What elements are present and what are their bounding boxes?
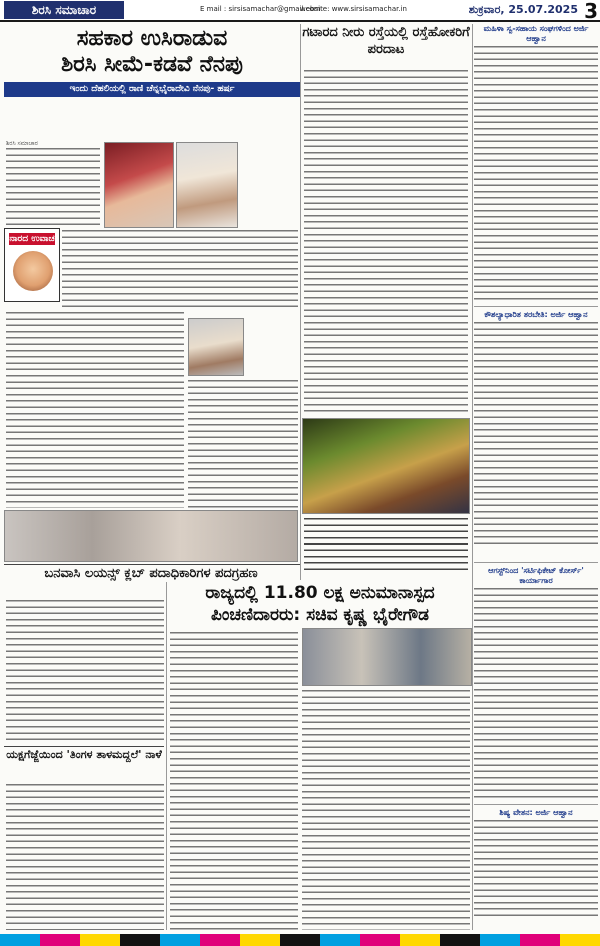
sidebar-headline-2: ಕೌಶಲ್ಯಾಧಾರಿತ ತರಬೇತಿ: ಅರ್ಜಿ ಆಹ್ವಾನ [484,310,588,319]
sidebar-body-1 [474,46,598,302]
lead-headline-line2: ಶಿರಸಿ ಸೀಮೆ-ಕಡವೆ ನೆನಪು [61,52,243,77]
sidebar-rule-2 [474,562,598,563]
sidebar-headline-4: ಶಿಷ್ಯ ವೇತನ: ಅರ್ಜಿ ಆಹ್ವಾನ [499,808,573,817]
lead-subheadline: ಇಂದು ದೆಹಲಿಯಲ್ಲಿ ರಾಣಿ ಚೆನ್ನಭೈರಾದೇವಿ ನೆನಪು- ಹರ್ಷ [4,82,300,97]
pension-headline: ರಾಜ್ಯದಲ್ಲಿ 11.80 ಲಕ್ಷ ಅನುಮಾನಾಸ್ಪದ ಪಿಂಚಣಿದಾರರು: ಸಚಿವ ಕೃಷ್ಣ ಭೈರೇಗೌಡ [205,583,435,625]
paper-website: website: www.sirsisamachar.in [300,5,407,13]
paper-email: E mail : sirsisamachar@gmail.com [200,5,321,13]
page-number: 3 [584,0,598,23]
divider-main-right [300,24,301,580]
lions-club-body [6,600,164,744]
sidebar-rule-3 [474,804,598,805]
minister-meeting-photo [302,628,472,686]
divider-yaksha [4,746,164,747]
sidebar-headline-3: ಆಗಸ್ಟ್‌ನಿಂದ 'ಸರ್ಟಿಫಿಕೇಟ್ ಕೋರ್ಸ್' ಕಾರ್ಯಾಗಾರ [488,566,584,585]
right-top-headline: ಗಟಾರದ ನೀರು ರಸ್ತೆಯಲ್ಲಿ ರಸ್ತೆಹೋಕರಿಗೆ ಪರದಾಟ [302,25,470,57]
portrait-photo-woman [104,142,174,228]
sidebar-body-4 [474,820,598,920]
sidebar-block-3 [474,566,598,802]
narada-cartoon-box [4,228,60,302]
photo-caption [304,518,468,574]
divider-bottom-mid [166,582,167,930]
lions-club-headline: ಬನವಾಸಿ ಲಯನ್ಸ್ ಕ್ಲಬ್ ಪದಾಧಿಕಾರಿಗಳ ಪದಗ್ರಹಣ [44,566,258,581]
masthead [0,0,600,22]
lead-body-col-3 [6,312,184,508]
pension-body-left [170,632,298,930]
right-top-body [304,70,468,414]
yakshagana-headline: ಯಕ್ಷಗೆಜ್ಜೆಯಿಂದ 'ತಿಂಗಳ ತಾಳಮದ್ದಲೆ' ನಾಳೆ [6,748,162,761]
sidebar [474,24,598,930]
lead-body-col-4 [188,380,298,508]
narada-cartoon-face [13,251,53,291]
color-registration-bar [0,934,600,946]
lead-body-col-1 [6,148,100,226]
temple-festival-photo [302,418,470,514]
sidebar-headline-1: ಮಹಿಳಾ ಸ್ವ-ಸಹಾಯ ಸಂಘಗಳಿಂದ ಅರ್ಜಿ ಆಹ್ವಾನ [483,24,589,43]
pension-body-right [302,690,470,930]
issue-date: ಶುಕ್ರವಾರ, 25.07.2025 [468,3,578,16]
lead-headline-block [4,26,300,97]
sidebar-block-1 [474,24,598,304]
paper-name: ಶಿರಸಿ ಸಮಾಚಾರ [4,1,124,19]
narada-title: ನಾರದ ಉವಾಚ [9,234,55,244]
portrait-photo-man-2 [188,318,244,376]
sidebar-rule-1 [474,306,598,307]
lead-body-col-2 [62,230,298,310]
sidebar-body-3 [474,588,598,800]
event-photo [4,510,298,562]
portrait-photo-man [176,142,238,228]
lead-byline: ಶಿರಸಿ ಸಮಾಚಾರ [6,140,38,147]
divider-sidebar [472,24,473,930]
yakshagana-body [6,784,164,930]
divider-bottom [4,564,300,565]
lead-headline-line1: ಸಹಕಾರ ಉಸಿರಾಡುವ [76,26,228,51]
sidebar-block-2 [474,310,598,560]
sidebar-block-4 [474,808,598,928]
sidebar-body-2 [474,322,598,548]
